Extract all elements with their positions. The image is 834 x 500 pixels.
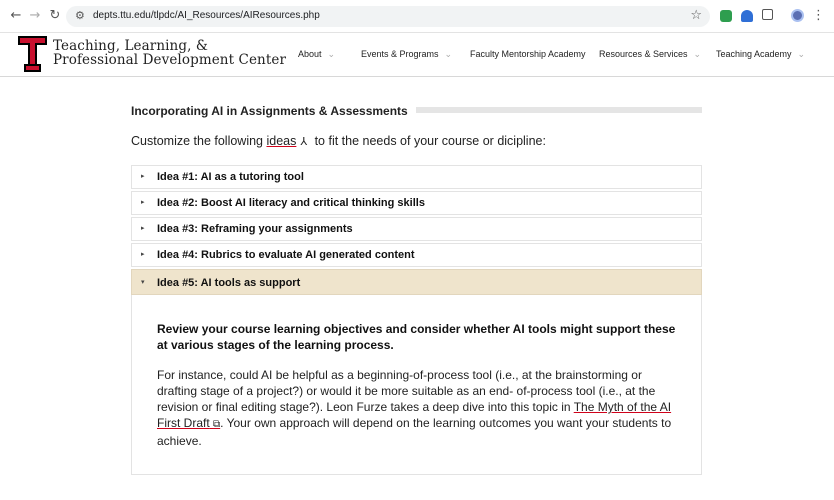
url-text[interactable]: depts.ttu.edu/tlpdc/AI_Resources/AIResources.php: [93, 10, 320, 21]
accordion-panel-idea-5: [131, 295, 702, 475]
section-title: Incorporating AI in Assignments & Assessments: [131, 104, 408, 118]
nav-resources-services[interactable]: [599, 49, 701, 60]
accordion-item-idea-1[interactable]: [131, 165, 702, 189]
nav-about[interactable]: [298, 49, 335, 60]
ideas-pdf-link[interactable]: ideas: [266, 134, 297, 148]
panel-body-before: For instance, could AI be helpful as a beginning-of-process tool (i.e., at the brainstorming or drafting stage of a project?) or would it be more suitable as an end- of-process tool (i.e., at the revision or final editing stage?). Leon Furze takes a deep dive into this topic in: [157, 368, 656, 414]
browser-toolbar: [0, 0, 834, 33]
nav-faculty-mentorship[interactable]: [470, 49, 586, 59]
reload-icon[interactable]: ↻: [49, 8, 61, 23]
panel-body: [157, 367, 685, 449]
profile-avatar[interactable]: [791, 9, 804, 22]
site-info-icon[interactable]: ⚙: [75, 9, 85, 22]
accordion-label: Idea #2: Boost AI literacy and critical thinking skills: [157, 197, 425, 209]
double-t-logo-icon[interactable]: [18, 36, 47, 72]
accordion-item-idea-3[interactable]: [131, 217, 702, 241]
caret-right-icon: ▸: [141, 251, 145, 258]
accordion-item-idea-4[interactable]: [131, 243, 702, 267]
title-divider: [416, 107, 702, 113]
accordion-label: Idea #3: Reframing your assignments: [157, 223, 353, 235]
address-bar[interactable]: [66, 6, 710, 27]
extension-icon-green[interactable]: [720, 10, 732, 22]
nav-label: Teaching Academy: [716, 49, 792, 59]
caret-down-icon: ▾: [141, 279, 145, 286]
panel-heading: Review your course learning objectives and consider whether AI tools might support these at various stages of the learning process.: [157, 322, 676, 352]
chevron-down-icon: ⌄: [693, 49, 702, 59]
chevron-down-icon: ⌄: [797, 49, 806, 59]
ideas-accordion: [131, 165, 702, 475]
pdf-icon: ⅄: [300, 135, 308, 148]
accordion-label: Idea #1: AI as a tutoring tool: [157, 171, 304, 183]
caret-right-icon: ▸: [141, 225, 145, 232]
intro-before: Customize the following: [131, 134, 267, 148]
extensions-puzzle-icon[interactable]: [762, 9, 773, 20]
intro-text: [131, 134, 546, 148]
nav-label: About: [298, 49, 322, 59]
intro-after: to fit the needs of your course or dicipline:: [311, 134, 546, 148]
nav-label: Faculty Mentorship Academy: [470, 49, 586, 59]
link-text: The Myth of the AI First Draft: [157, 400, 672, 430]
caret-right-icon: ▸: [141, 173, 145, 180]
chevron-down-icon: ⌄: [444, 49, 453, 59]
bookmark-star-icon[interactable]: ☆: [690, 8, 702, 23]
brand-line-2: Professional Development Center: [53, 52, 287, 68]
browser-menu-icon[interactable]: ⋮: [812, 8, 825, 23]
nav-events-programs[interactable]: [361, 49, 452, 60]
panel-body-after: . Your own approach will depend on the learning outcomes you want your students to achieve.: [157, 416, 672, 448]
nav-teaching-academy[interactable]: [716, 49, 805, 60]
accordion-label: Idea #5: AI tools as support: [157, 277, 301, 289]
nav-label: Resources & Services: [599, 49, 688, 59]
back-icon[interactable]: ←: [10, 8, 22, 23]
external-link-icon: ⧉: [213, 419, 221, 430]
caret-right-icon: ▸: [141, 199, 145, 206]
forward-icon[interactable]: →: [29, 8, 41, 23]
nav-label: Events & Programs: [361, 49, 439, 59]
accordion-item-idea-2[interactable]: [131, 191, 702, 215]
site-header: [0, 33, 834, 77]
accordion-item-idea-5[interactable]: [131, 269, 702, 295]
site-brand[interactable]: [53, 39, 286, 67]
brand-line-1: Teaching, Learning, &: [53, 38, 208, 54]
extension-icon-graduation-cap[interactable]: [741, 10, 753, 22]
accordion-label: Idea #4: Rubrics to evaluate AI generated content: [157, 249, 415, 261]
chevron-down-icon: ⌄: [327, 49, 336, 59]
